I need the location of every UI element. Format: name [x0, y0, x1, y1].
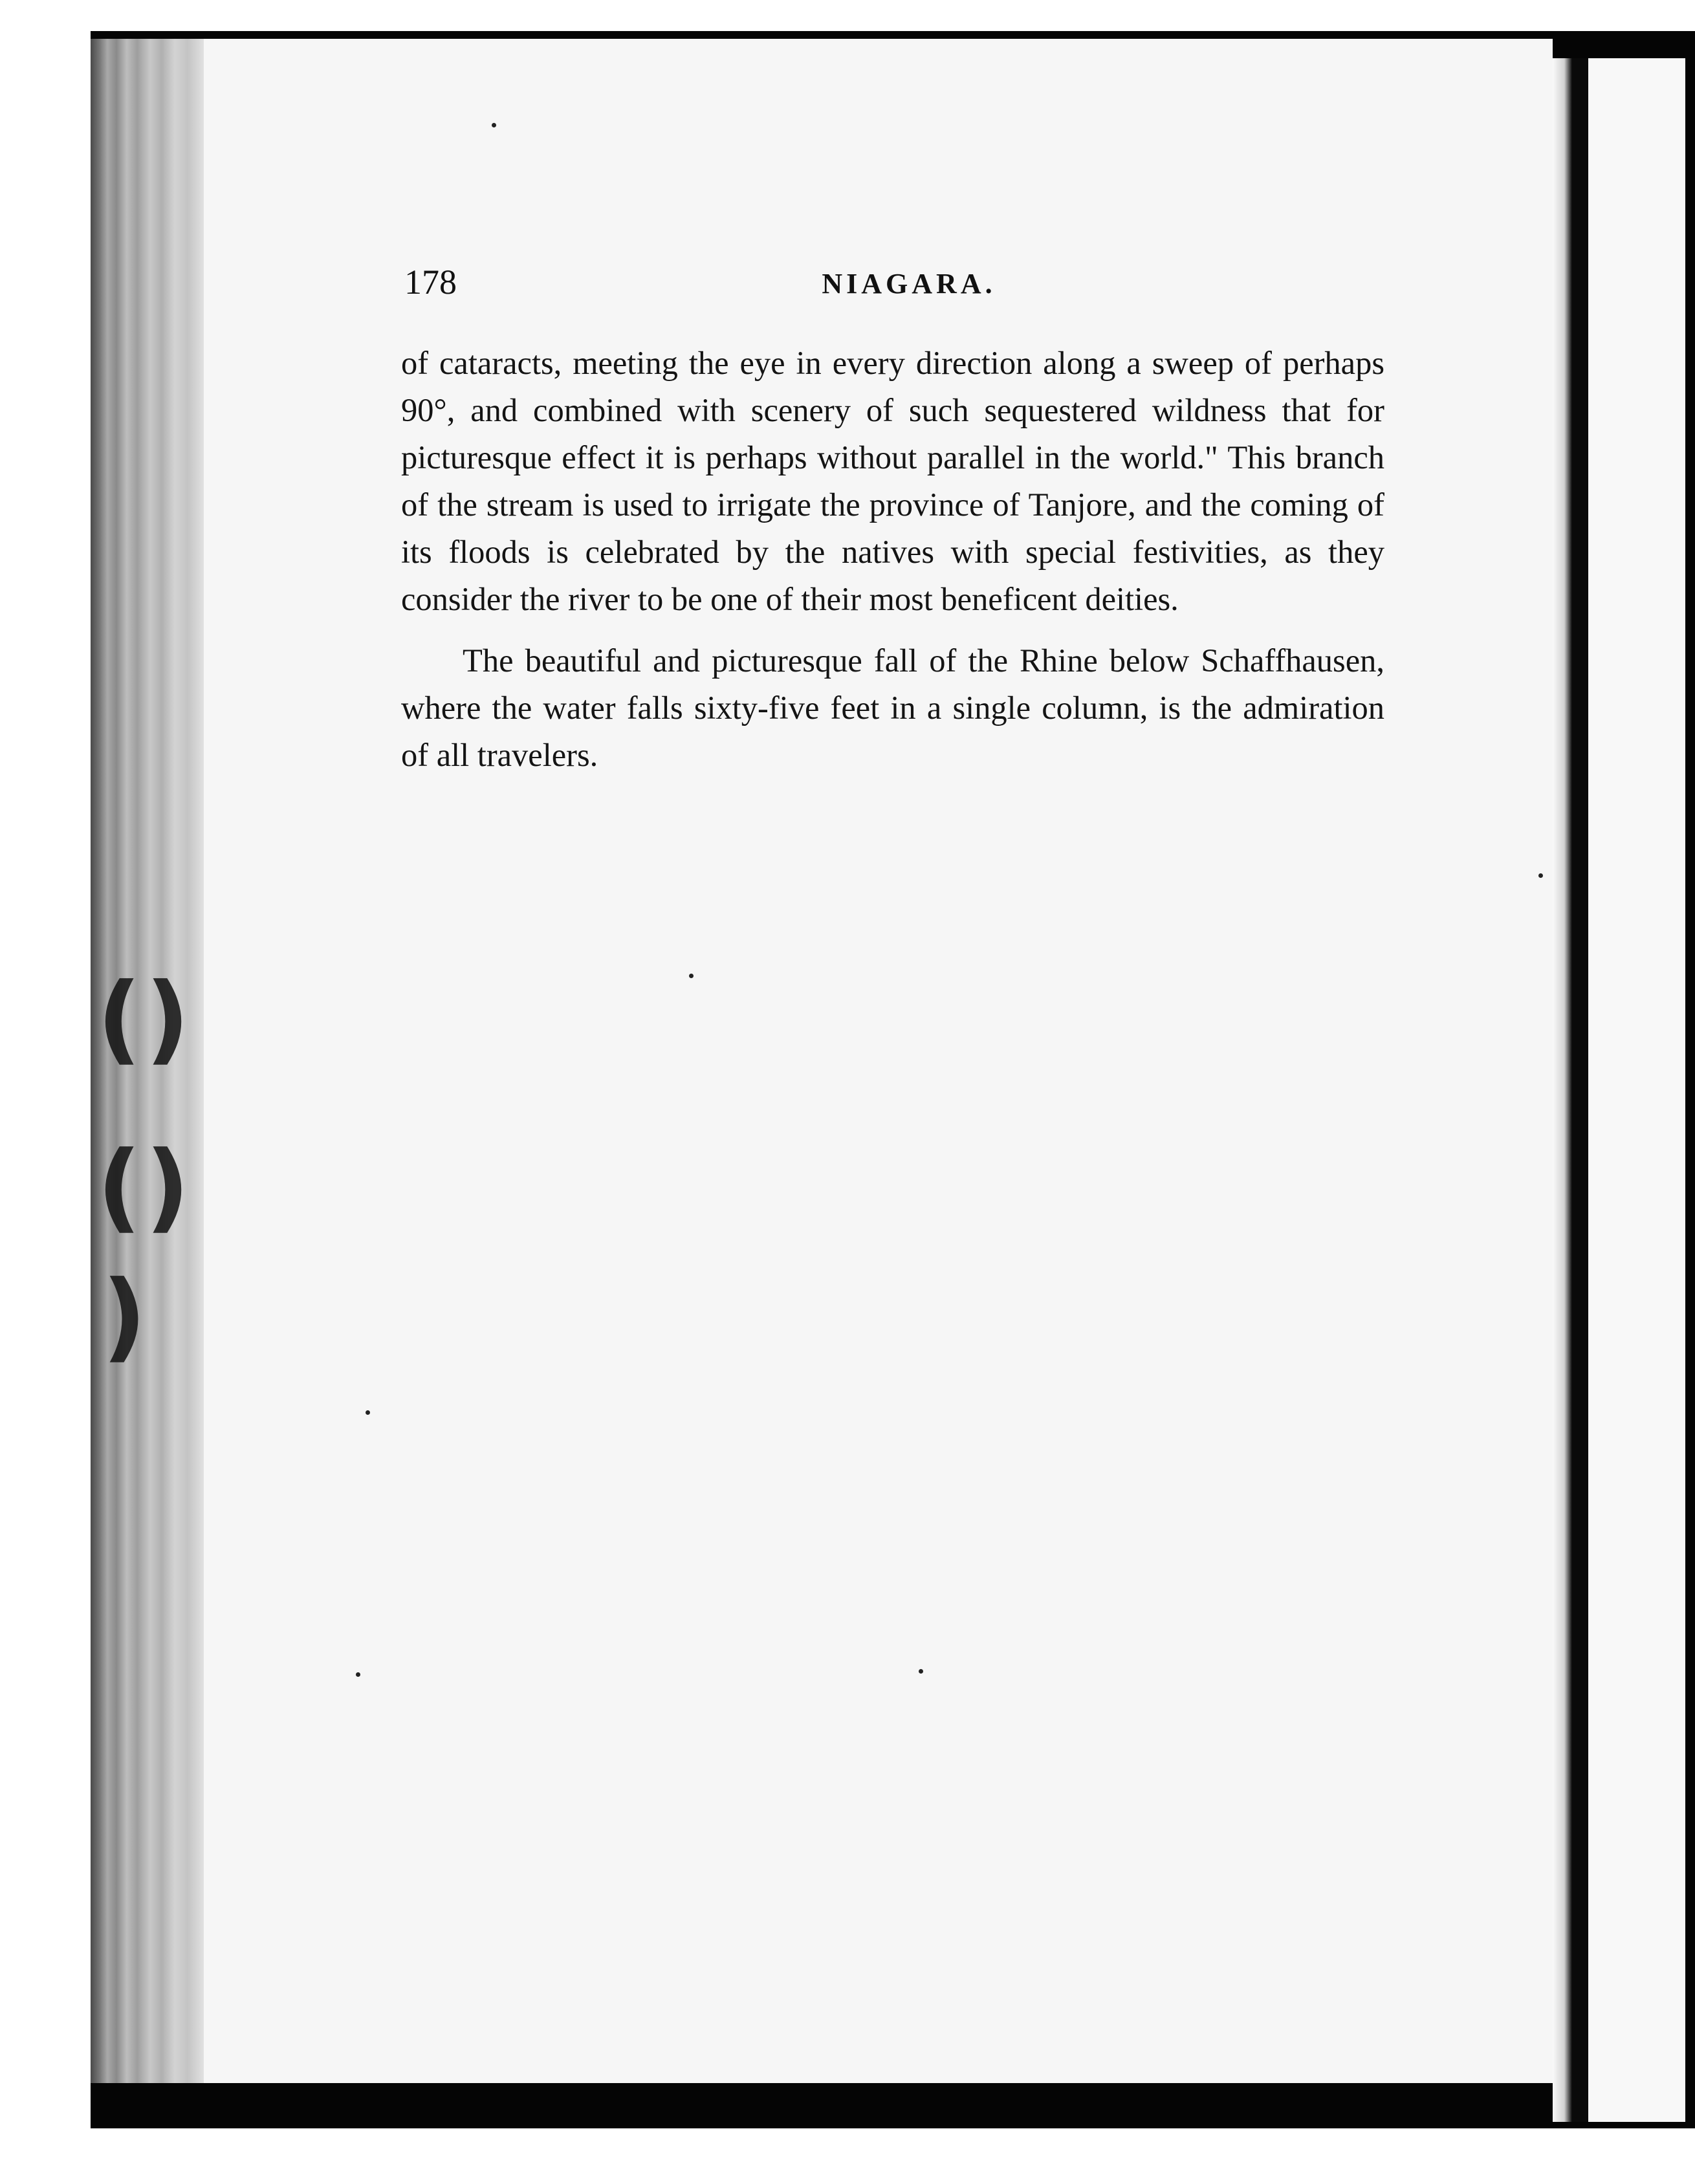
- scan-speck: [919, 1669, 923, 1674]
- scan-speck: [366, 1410, 370, 1415]
- scan-speck: [1538, 873, 1543, 878]
- scan-margin-top: [0, 0, 1695, 31]
- scan-speck: [492, 123, 496, 127]
- running-title: NIAGARA.: [822, 268, 996, 300]
- edge-mark-2: (): [97, 1131, 194, 1243]
- scan-speck: [689, 974, 694, 978]
- scan-margin-left: [0, 0, 91, 2184]
- page-number: 178: [404, 263, 457, 301]
- paragraph-1: of cataracts, meeting the eye in every direction along a sweep of perhaps 90°, and combined with scenery of such sequestered wildness that for picturesque effect it is perhaps without parallel in the world." This branch of the stream is used to irrigate the province of Tanjore, and the coming of its floods is celebrated by the natives with special festivities, as they consider the river to be one of their most beneficent deities.: [401, 345, 1384, 617]
- running-head: [404, 262, 1414, 314]
- scan-speck: [356, 1672, 360, 1677]
- page-gutter: [1553, 58, 1588, 2122]
- scan-margin-bottom: [0, 2128, 1695, 2184]
- paragraph-2: The beautiful and picturesque fall of the Rhine below Schaffhausen, where the water falls sixty-five feet in a single column, is the admiration of all travelers.: [401, 642, 1384, 773]
- edge-mark-3: ): [102, 1260, 151, 1373]
- facing-page-edge: [1588, 58, 1685, 2122]
- edge-mark-1: (): [97, 963, 194, 1075]
- page-body: [401, 340, 1384, 779]
